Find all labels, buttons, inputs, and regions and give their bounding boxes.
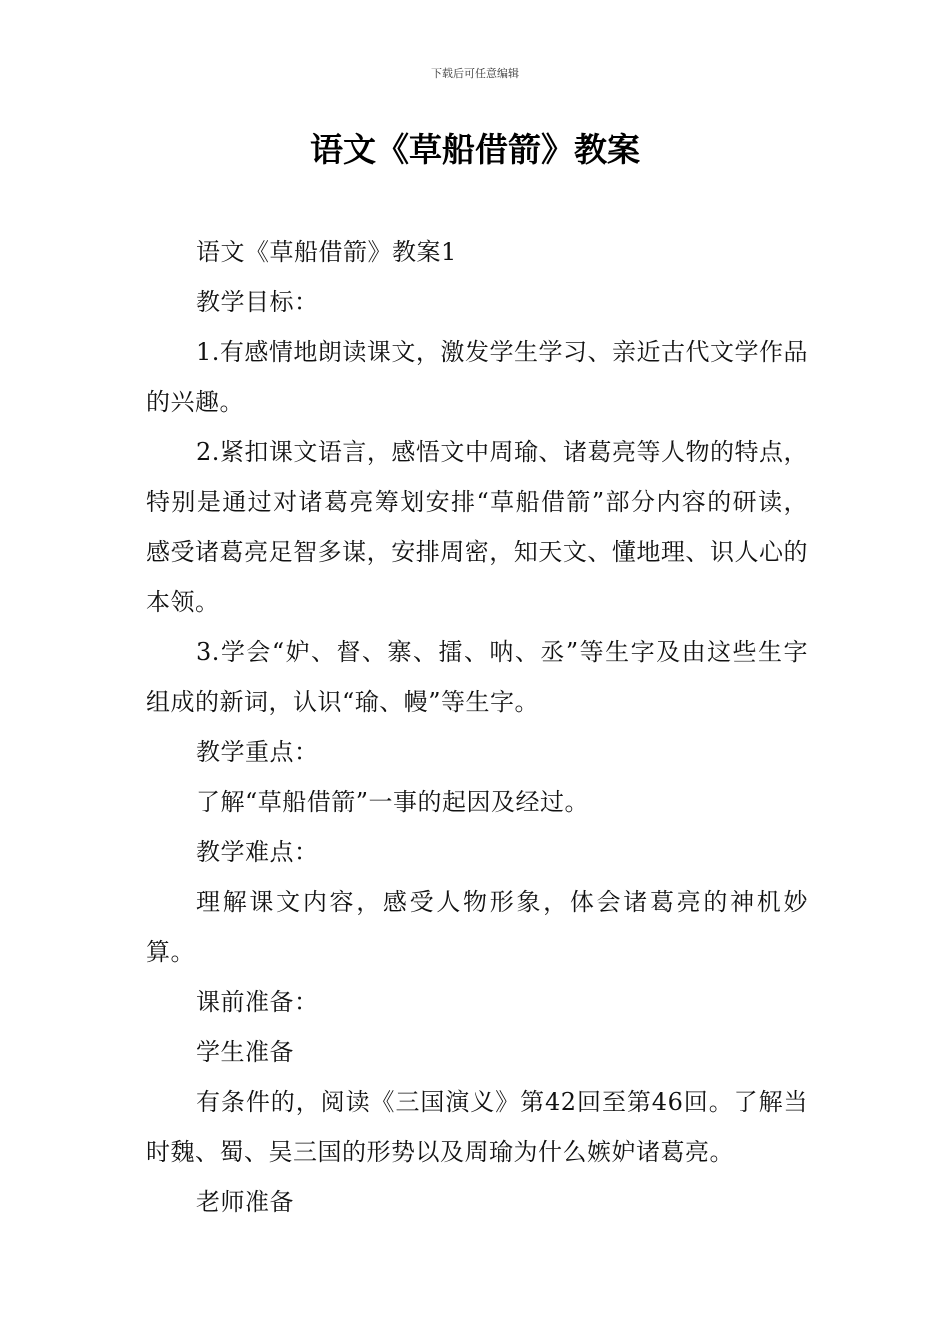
section-heading: 语文《草船借箭》教案1 [196,238,457,266]
goal-item-2: 2.紧扣课文语言，感悟文中周瑜、诸葛亮等人物的特点，特别是通过对诸葛亮筹划安排“草船借箭”部分内容的研读，感受诸葛亮足智多谋，安排周密，知天文、懂地理、识人心的本领。 [146,438,808,616]
student-prep-heading: 学生准备 [196,1038,294,1066]
teaching-goals-heading: 教学目标： [196,288,319,316]
document-body [146,227,808,1227]
difficulties-text: 理解课文内容，感受人物形象，体会诸葛亮的神机妙算。 [146,888,808,966]
key-points-text: 了解“草船借箭”一事的起因及经过。 [196,788,590,816]
key-points-heading: 教学重点： [196,738,319,766]
header-note: 下载后可任意编辑 [431,67,519,80]
difficulties-heading: 教学难点： [196,838,319,866]
goal-item-3: 3.学会“妒、督、寨、擂、呐、丞”等生字及由这些生字组成的新词，认识“瑜、幔”等生字。 [146,638,808,716]
student-prep-text: 有条件的，阅读《三国演义》第42回至第46回。了解当时魏、蜀、吴三国的形势以及周瑜为什么嫉妒诸葛亮。 [146,1088,808,1166]
goal-item-1: 1.有感情地朗读课文，激发学生学习、亲近古代文学作品的兴趣。 [146,338,808,416]
teacher-prep-heading: 老师准备 [196,1188,294,1216]
preparation-heading: 课前准备： [196,988,319,1016]
document-title: 语文《草船借箭》教案 [310,130,640,169]
